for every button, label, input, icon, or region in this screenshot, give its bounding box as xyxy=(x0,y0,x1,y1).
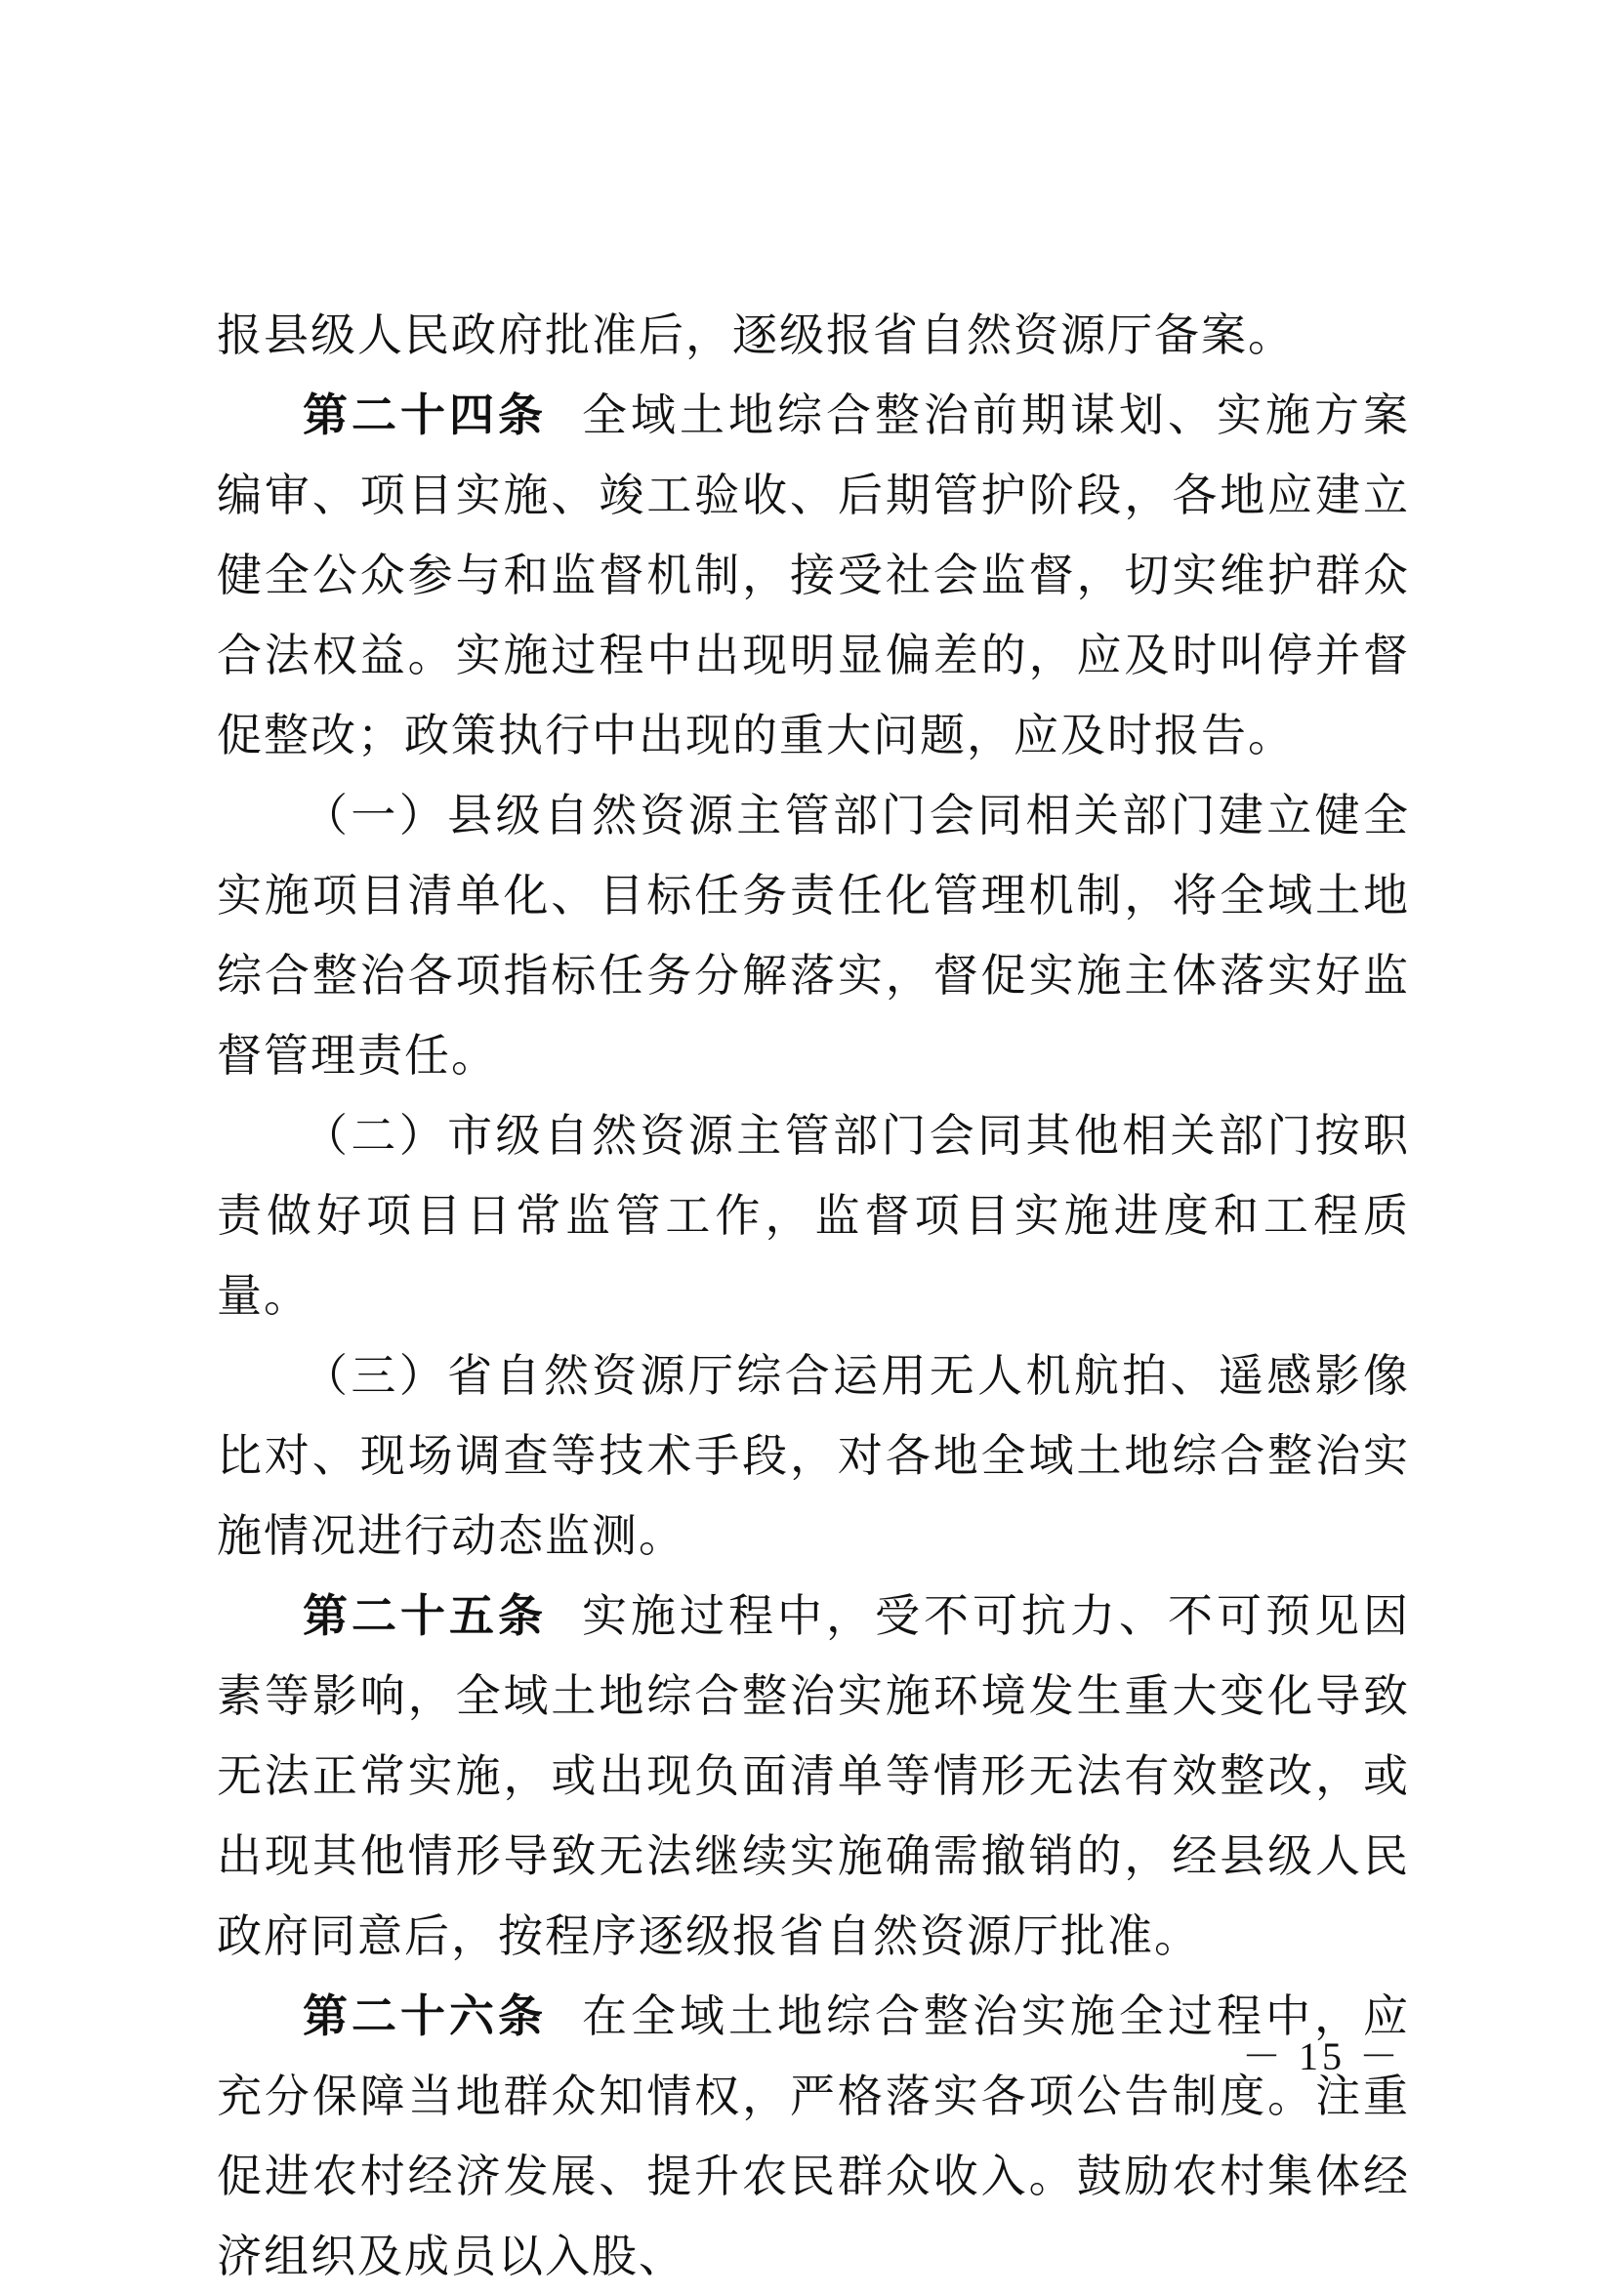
article-26 xyxy=(217,1976,1410,2296)
article-label: 第二十六条 xyxy=(303,1989,547,2042)
paragraph-text: （三）省自然资源厅综合运用无人机航拍、遥感影像比对、现场调查等技术手段，对各地全域土地综合整治实施情况进行动态监测。 xyxy=(217,1349,1410,1562)
paragraph-text: 实施过程中，受不可抗力、不可预见因素等影响，全域土地综合整治实施环境发生重大变化导致无法正常实施，或出现负面清单等情形无法有效整改，或出现其他情形导致无法继续实施确需撤销的，经县级人民政府同意后，按程序逐级报省自然资源厅批准。 xyxy=(217,1589,1410,1962)
paragraph-text: （一）县级自然资源主管部门会同相关部门建立健全实施项目清单化、目标任务责任化管理机制，将全域土地综合整治各项指标任务分解落实，督促实施主体落实好监督管理责任。 xyxy=(217,789,1410,1082)
paragraph-text: （二）市级自然资源主管部门会同其他相关部门按职责做好项目日常监管工作，监督项目实施进度和工程质量。 xyxy=(217,1109,1410,1322)
paragraph-text: 全域土地综合整治前期谋划、实施方案编审、项目实施、竣工验收、后期管护阶段，各地应建立健全公众参与和监督机制，接受社会监督，切实维护群众合法权益。实施过程中出现明显偏差的，应及时叫停并督促整改；政策执行中出现的重大问题，应及时报告。 xyxy=(217,389,1410,761)
article-label: 第二十五条 xyxy=(303,1589,547,1642)
paragraph-continuation xyxy=(217,295,1410,375)
paragraph-text: 在全域土地综合整治实施全过程中，应充分保障当地群众知情权，严格落实各项公告制度。注重促进农村经济发展、提升农民群众收入。鼓励农村集体经济组织及成员以入股、 xyxy=(217,1989,1410,2282)
document-body xyxy=(217,295,1410,2296)
clause-1 xyxy=(217,775,1410,1095)
article-24 xyxy=(217,375,1410,775)
clause-2 xyxy=(217,1095,1410,1335)
article-25 xyxy=(217,1576,1410,1976)
paragraph-text: 报县级人民政府批准后，逐级报省自然资源厅备案。 xyxy=(217,308,1295,361)
clause-3 xyxy=(217,1335,1410,1576)
page-number: － 15 － xyxy=(1242,2034,1402,2078)
article-label: 第二十四条 xyxy=(303,389,547,441)
